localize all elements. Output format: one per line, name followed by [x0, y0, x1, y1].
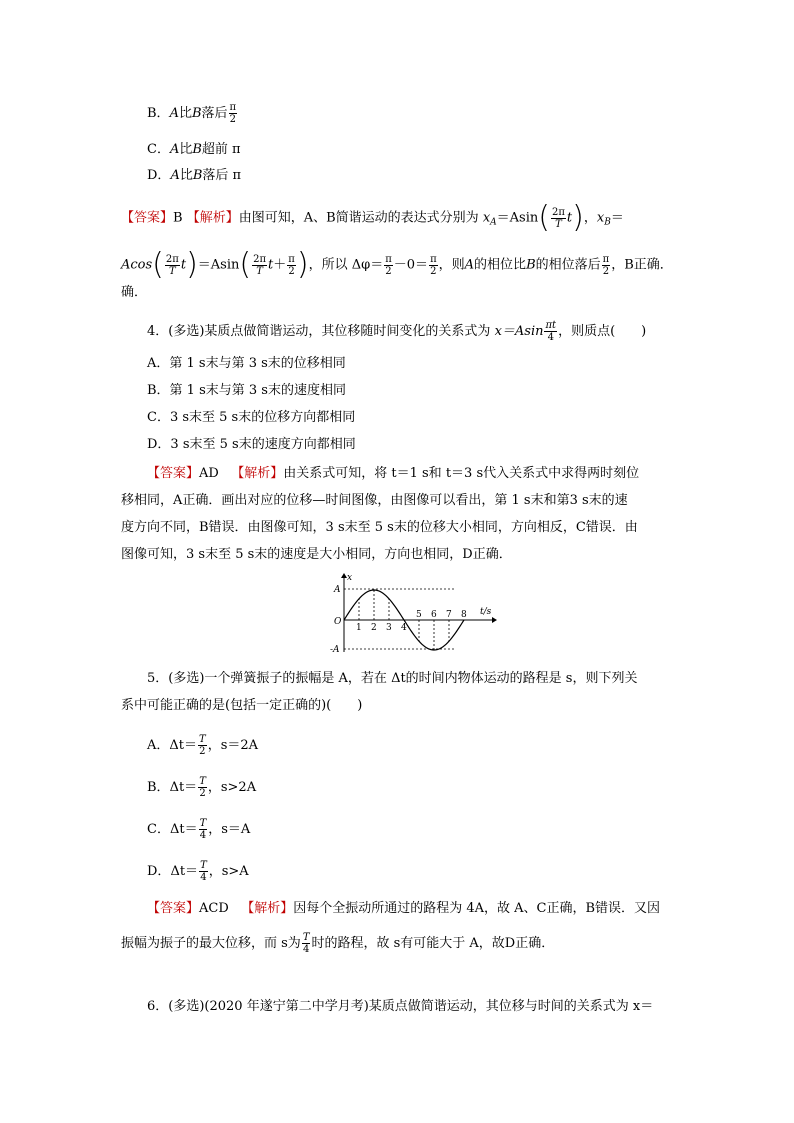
- option-c: C．A比B超前 π: [147, 142, 241, 157]
- q5-option-a: A．Δt＝ $\frac{T}{2}$ ，s＝2A: [147, 734, 259, 757]
- q6-stem: 6．(多选)(2020 年遂宁第二中学月考)某质点做简谐运动，其位移与时间的关系式为 x＝: [147, 999, 654, 1014]
- displacement-time-graph: [320, 570, 500, 660]
- q5-stem-line1: 5．(多选)一个弹簧振子的振幅是 A，若在 Δt的时间内物体运动的路程是 s，则下列关: [147, 671, 638, 686]
- tick-label: 4: [401, 623, 407, 633]
- y-top-label: A: [334, 585, 341, 595]
- q5-answer-line2: 振幅为振子的最大位移，而 s为 $\frac{T}{4}$ 时的路程，故 s有可能大于 A，故D正确．: [121, 932, 555, 955]
- q5-option-d: D．Δt＝ $\frac{T}{4}$ ，s>A: [147, 860, 249, 883]
- tick-label: 7: [446, 610, 452, 620]
- q5-answer-line1: 【答案】ACD 【解析】因每个全振动所通过的路程为 4A，故 A、C正确，B错误．又因: [147, 901, 661, 916]
- q4-option-d: D．3 s末至 5 s末的速度方向都相同: [147, 437, 356, 452]
- option-d: D．A比B落后 π: [147, 168, 242, 183]
- q4-answer-line3: 度方向不同，B错误．由图像可知，3 s末至 5 s末的位移大小相同，方向相反，C错误．由: [121, 520, 638, 535]
- q5-option-c: C．Δt＝ $\frac{T}{4}$ ，s＝A: [147, 818, 251, 841]
- answer-tag: 【答案】: [147, 901, 200, 916]
- q5-option-b: B．Δt＝ $\frac{T}{2}$ ，s>2A: [147, 776, 257, 799]
- analysis-tag: 【解析】: [241, 901, 294, 916]
- origin-label: O: [334, 617, 342, 627]
- analysis-tag: 【解析】: [231, 466, 284, 481]
- q5-stem-line2: 系中可能正确的是(包括一定正确的)( ): [121, 698, 363, 713]
- q4-answer-line2: 移相同，A正确．画出对应的位移—时间图像，由图像可以看出，第 1 s末和第3 s末的速: [121, 493, 628, 508]
- answer-tag: 【答案】: [147, 466, 200, 481]
- q3-answer-line3: 确．: [121, 285, 148, 300]
- y-bottom-label: -A: [330, 645, 340, 655]
- tick-label: 6: [431, 610, 437, 620]
- y-axis-label: x: [347, 573, 353, 583]
- x-axis-label: t/s: [480, 607, 492, 617]
- analysis-tag: 【解析】: [186, 210, 239, 226]
- answer-tag: 【答案】: [121, 210, 174, 226]
- tick-label: 8: [461, 610, 467, 620]
- q3-answer-line1: 【答案】B 【解析】由图可知，A、B简谐运动的表达式分别为 $x_A=Asin$( $\frac{2\pi}{T}$ t)，$x_B=$: [121, 200, 624, 235]
- q4-answer-line1: 【答案】AD 【解析】由关系式可知，将 t＝1 s和 t＝3 s代入关系式中求得两时刻位: [147, 466, 640, 481]
- q3-answer-line2: Acos( $\frac{2\pi}{T}$ t)＝Asin( $\frac{2\pi}{T}$ t＋ $\frac{\pi}{2}$ )，所以 Δφ＝ $\frac{\pi}{2}$ －0＝ $\frac{\pi}{2}$ ，则A的相位比B的相位落后 $\frac{\pi}{2}$ ，B正确．: [121, 247, 673, 282]
- q4-option-a: A．第 1 s末与第 3 s末的位移相同: [147, 356, 346, 371]
- q4-stem: 4．(多选)某质点做简谐运动，其位移随时间变化的关系式为 x＝Asin $\frac{\pi t}{4}$ ，则质点( ): [147, 320, 647, 343]
- option-b: B．A比B落后 $\frac{\pi}{2}$: [147, 102, 237, 125]
- q4-option-c: C．3 s末至 5 s末的位移方向都相同: [147, 410, 356, 425]
- tick-label: 2: [371, 623, 377, 633]
- q4-answer-line4: 图像可知，3 s末至 5 s末的速度是大小相同，方向也相同，D正确．: [121, 547, 512, 562]
- tick-label: 5: [416, 610, 422, 620]
- tick-label: 3: [386, 623, 392, 633]
- q4-option-b: B．第 1 s末与第 3 s末的速度相同: [147, 383, 346, 398]
- tick-label: 1: [356, 623, 362, 633]
